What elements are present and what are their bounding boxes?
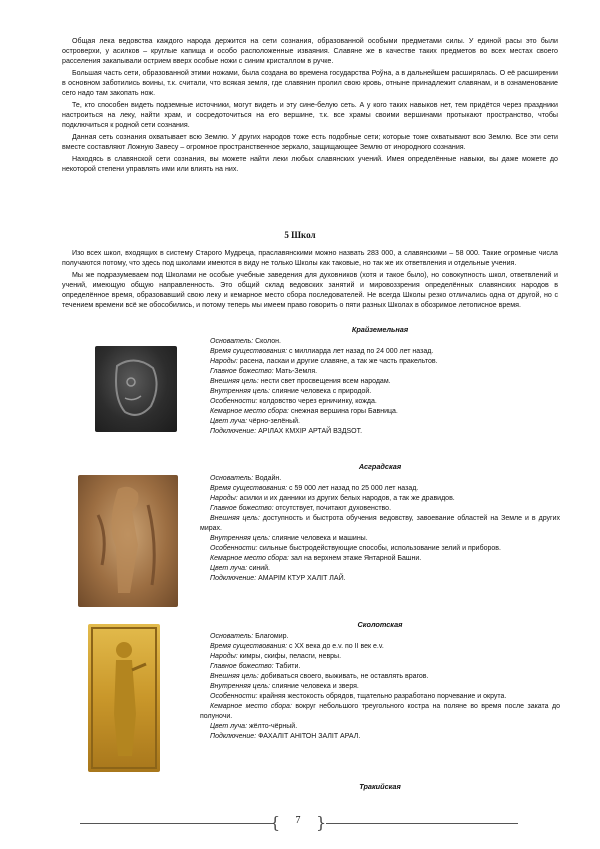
- school-krayzemelnaya: Крайземельная Основатель: Сколон. Время существования: с миллиарда лет назад по 24 000 лет назад. Народы: расена, ласкаи и другие славяне, а так же часть пракельтов. Главное божество: Мать-Земля. Внешняя цель: нести свет просвещения всем народам. Внутренняя цель: слияние человека с природой. Особенности: колдовство через ерничинку, кожда. Кемарное место сбора: снежная вершина горы Бавница. Цвет луча: чёрно-зелёный. Подключение: АРІЛАХ КМХІР АРТАЙ ВЗДSОТ.: [200, 325, 560, 437]
- school-name: Сколотская: [357, 620, 403, 629]
- intro-text: [62, 36, 558, 176]
- intro-paragraph: Большая часть сети, образованной этими ножами, была создана во времена государства Роўна, а в дальнейшем расширялась. О её расширении в основном заботились воины, т.к. считали, что всякая земля, где славянин пролил свою кровь, отныне принадлежит славянам, и в ознаменование сего надо там закопать нож.: [62, 69, 558, 97]
- schools-intro-paragraph: Мы же подразумеваем под Школами не особые учебные заведения для духовников (хотя и такое было), но совокупность школ, ответвлений и учений, имеющую общую направленность. Это общий склад ведовских занятий и мировоззрения определённых славянских народов в определённое время, образовавший свою леку и кемарное место сбора последователей. Не всегда Школы резко отличались одна от другой, но с течением времени всё же обособились, и потому теперь мы имеем право говорить о пяти разных Школах в обозримое летописное время.: [62, 271, 558, 309]
- school-skolotskaya: Сколотская Основатель: Благомир. Время существования: с XX века до е.v. по II век е.v. Народы: кимры, скифы, пеласги, невры. Главное божество: Табити. Внешняя цель: добиваться своего, выживать, не оставлять врагов. Внутренняя цель: слияние человека и зверя. Особенности: крайняя жестокость обрядов, тщательно разработано порчевание и окрута. Кемарное место сбора: вокруг небольшого треугольного костра на поляне во время после заката до полуночи. Цвет луча: жёлто-чёрный. Подключение: ФАХАЛІТ АНІТОН ЗАЛІТ АРАЛ.: [200, 620, 560, 740]
- school-image-asgradskaya: [78, 475, 178, 607]
- left-brace-icon: {: [270, 813, 281, 832]
- school-name: Асградская: [358, 462, 402, 471]
- school-asgradskaya: Асградская Основатель: Водайн. Время существования: с 59 000 лет назад по 25 000 лет назад. Народы: асилки и их данники из других белых народов, а так же дравидов. Главное божество: отсутствует, почитают духовенство. Внешняя цель: доступность и быстрота обучения ведовству, завоевание областей на Земле и в других мирах. Внутренняя цель: слияние человека и машины. Особенности: сильные быстродействующие способы, использование зелий и приборов. Кемарное место сбора: зал на верхнем этаже Янтарной Башни. Цвет луча: синий. Подключение: АМАРІМ КТУР ХАЛІТ ЛАЙ.: [200, 462, 560, 582]
- page-number: 7: [295, 815, 301, 826]
- school-image-krayzemelnaya: [95, 346, 177, 432]
- intro-paragraph: Общая лека ведовства каждого народа держится на сети сознания, образованной особыми предметами силы. У единой расы это были островерхи, у асилков – круглые капища и особо расположенные изваяния. Славяне же в качестве таких предметов во всех местах своего расселения закапывали острием вверх особые ножи с синим кристаллом в ручке.: [62, 37, 558, 65]
- school-name: Тракийская: [359, 782, 401, 791]
- intro-paragraph: Находясь в славянской сети сознания, вы можете найти леки любых славянских учений. Имея определённые навыки, вы даже можете до некоторой степени управлять ими или влиять на них.: [62, 155, 558, 173]
- intro-paragraph: Данная сеть сознания охватывает всю Землю. У других народов тоже есть подобные сети; которые тоже охватывают всю Землю. Все эти сети вместе составляют Ложную Завесу – огромное пространственное зеркало, защищающее Землю от инородного сознания.: [62, 133, 558, 151]
- school-name: Крайземельная: [351, 325, 409, 334]
- schools-intro-paragraph: Изо всех школ, входящих в систему Старого Мудреца, праславянскими можно назвать 283 000, а славянскими – 58 000. Такие огромные числа получаются потому, что здесь под школами имеются в виду не только Школы как таковые, но так же их ответвления и отдельные учения.: [62, 249, 558, 267]
- school-image-skolotskaya: [88, 624, 160, 772]
- section-title: 5 Школ: [284, 230, 316, 240]
- schools-intro-text: [62, 248, 558, 312]
- footer-rule-left: [80, 823, 272, 824]
- footer-rule-right: [326, 823, 518, 824]
- school-trakiyskaya: [200, 782, 560, 794]
- intro-paragraph: Те, кто способен видеть подземные источники, могут видеть и эту сине-белую сеть. А у кого таких навыков нет, тем придётся через праздники настроиться на леку, найти храм, и сосредоточиться на его вершине, т.к. все храмы своими вершинами протыкают пространство, чтобы подключиться к родной сети сознания.: [62, 101, 558, 129]
- right-brace-icon: }: [316, 813, 327, 832]
